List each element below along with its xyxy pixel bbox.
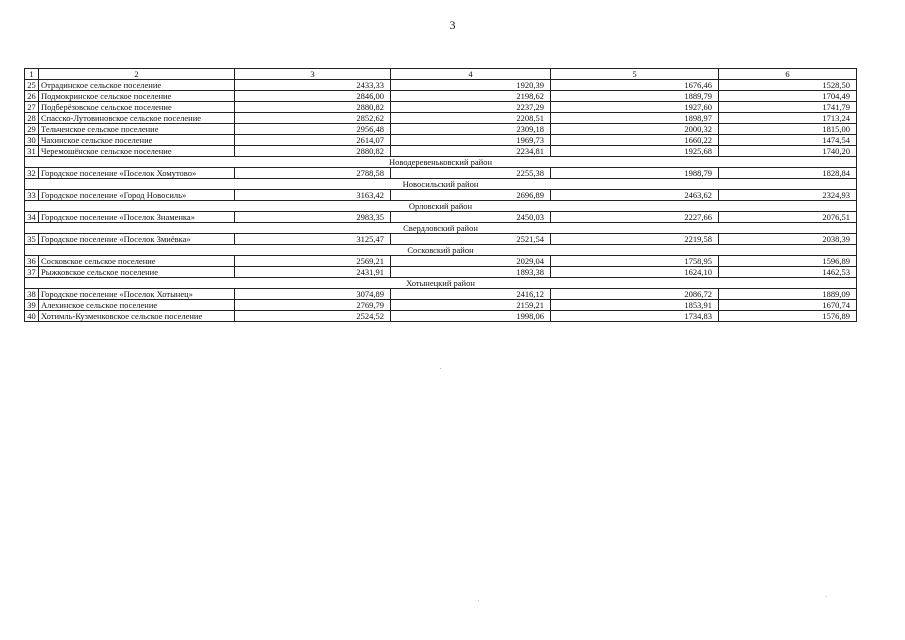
value-col-4: 2696,89 <box>391 190 551 201</box>
table-row <box>25 113 857 124</box>
table-header-row <box>25 69 857 80</box>
value-col-3: 3125,47 <box>235 234 391 245</box>
value-col-4: 2450,03 <box>391 212 551 223</box>
settlement-name: Рыжковское сельское поселение <box>39 267 235 278</box>
value-col-5: 2463,62 <box>551 190 719 201</box>
row-number: 31 <box>25 146 39 157</box>
settlement-name: Сосковское сельское поселение <box>39 256 235 267</box>
value-col-4: 1998,06 <box>391 311 551 322</box>
value-col-4: 2416,12 <box>391 289 551 300</box>
table-row <box>25 102 857 113</box>
district-row <box>25 223 857 234</box>
district-name: Сосковский район <box>25 245 857 256</box>
row-number: 35 <box>25 234 39 245</box>
value-col-3: 2846,00 <box>235 91 391 102</box>
value-col-5: 1853,91 <box>551 300 719 311</box>
value-col-4: 2208,51 <box>391 113 551 124</box>
value-col-4: 2309,18 <box>391 124 551 135</box>
value-col-6: 2038,39 <box>719 234 857 245</box>
district-name: Новодеревеньковский район <box>25 157 857 168</box>
value-col-6: 1528,50 <box>719 80 857 91</box>
value-col-6: 1740,20 <box>719 146 857 157</box>
settlement-name: Подберёзовское сельское поселение <box>39 102 235 113</box>
table-row <box>25 267 857 278</box>
value-col-4: 1893,38 <box>391 267 551 278</box>
value-col-3: 2880,82 <box>235 102 391 113</box>
row-number: 25 <box>25 80 39 91</box>
table-row <box>25 300 857 311</box>
value-col-3: 2788,58 <box>235 168 391 179</box>
row-number: 29 <box>25 124 39 135</box>
value-col-3: 2956,48 <box>235 124 391 135</box>
value-col-3: 3074,89 <box>235 289 391 300</box>
value-col-3: 2852,62 <box>235 113 391 124</box>
table-row <box>25 256 857 267</box>
value-col-3: 3163,42 <box>235 190 391 201</box>
district-name: Хотынецкий район <box>25 278 857 289</box>
value-col-5: 2227,66 <box>551 212 719 223</box>
value-col-3: 2769,79 <box>235 300 391 311</box>
scan-speck <box>478 600 479 601</box>
value-col-3: 2569,21 <box>235 256 391 267</box>
value-col-5: 1624,10 <box>551 267 719 278</box>
value-col-6: 1704,49 <box>719 91 857 102</box>
scan-speck <box>826 596 827 597</box>
table-row <box>25 212 857 223</box>
value-col-3: 2524,52 <box>235 311 391 322</box>
value-col-5: 1660,22 <box>551 135 719 146</box>
value-col-3: 2431,91 <box>235 267 391 278</box>
table-row <box>25 146 857 157</box>
value-col-4: 2521,54 <box>391 234 551 245</box>
value-col-3: 2433,33 <box>235 80 391 91</box>
header-cell: 1 <box>25 69 39 80</box>
settlement-name: Городское поселение «Поселок Знаменка» <box>39 212 235 223</box>
settlement-name: Тельченское сельское поселение <box>39 124 235 135</box>
value-col-6: 2076,51 <box>719 212 857 223</box>
value-col-6: 1713,24 <box>719 113 857 124</box>
table-row <box>25 190 857 201</box>
value-col-3: 2880,82 <box>235 146 391 157</box>
value-col-6: 1576,89 <box>719 311 857 322</box>
row-number: 37 <box>25 267 39 278</box>
district-row <box>25 157 857 168</box>
settlement-name: Алехинское сельское поселение <box>39 300 235 311</box>
row-number: 33 <box>25 190 39 201</box>
value-col-4: 1969,73 <box>391 135 551 146</box>
district-row <box>25 278 857 289</box>
table-row <box>25 234 857 245</box>
scan-speck <box>440 368 441 369</box>
page-number: 3 <box>449 18 456 32</box>
value-col-6: 1474,54 <box>719 135 857 146</box>
table-row <box>25 124 857 135</box>
value-col-4: 2159,21 <box>391 300 551 311</box>
value-col-6: 1815,00 <box>719 124 857 135</box>
value-col-4: 2234,81 <box>391 146 551 157</box>
value-col-6: 1670,74 <box>719 300 857 311</box>
table-row <box>25 91 857 102</box>
table-row <box>25 289 857 300</box>
value-col-4: 2029,04 <box>391 256 551 267</box>
value-col-5: 2000,32 <box>551 124 719 135</box>
value-col-5: 1758,95 <box>551 256 719 267</box>
value-col-6: 1462,53 <box>719 267 857 278</box>
value-col-5: 2086,72 <box>551 289 719 300</box>
header-cell: 6 <box>719 69 857 80</box>
settlement-name: Спасско-Лутовиновское сельское поселение <box>39 113 235 124</box>
value-col-6: 2324,93 <box>719 190 857 201</box>
table-row <box>25 311 857 322</box>
value-col-4: 2255,38 <box>391 168 551 179</box>
settlement-name: Чахинское сельское поселение <box>39 135 235 146</box>
header-cell: 5 <box>551 69 719 80</box>
value-col-5: 1898,97 <box>551 113 719 124</box>
district-name: Свердловский район <box>25 223 857 234</box>
table-row <box>25 168 857 179</box>
header-cell: 3 <box>235 69 391 80</box>
value-col-6: 1828,84 <box>719 168 857 179</box>
settlement-name: Городское поселение «Поселок Хотынец» <box>39 289 235 300</box>
value-col-4: 2198,62 <box>391 91 551 102</box>
value-col-3: 2614,07 <box>235 135 391 146</box>
row-number: 40 <box>25 311 39 322</box>
value-col-5: 1927,60 <box>551 102 719 113</box>
table-row <box>25 80 857 91</box>
value-col-6: 1596,89 <box>719 256 857 267</box>
row-number: 39 <box>25 300 39 311</box>
district-row <box>25 179 857 190</box>
row-number: 27 <box>25 102 39 113</box>
settlement-name: Городское поселение «Поселок Хомутово» <box>39 168 235 179</box>
settlement-name: Черемошёнское сельское поселение <box>39 146 235 157</box>
value-col-5: 1676,46 <box>551 80 719 91</box>
value-col-4: 2237,29 <box>391 102 551 113</box>
value-col-5: 1889,79 <box>551 91 719 102</box>
settlement-name: Городское поселение «Город Новосиль» <box>39 190 235 201</box>
district-row <box>25 201 857 212</box>
table-row <box>25 135 857 146</box>
header-cell: 4 <box>391 69 551 80</box>
row-number: 36 <box>25 256 39 267</box>
value-col-5: 1988,79 <box>551 168 719 179</box>
settlement-name: Хотимль-Кузменковское сельское поселение <box>39 311 235 322</box>
row-number: 34 <box>25 212 39 223</box>
row-number: 26 <box>25 91 39 102</box>
row-number: 38 <box>25 289 39 300</box>
value-col-6: 1889,09 <box>719 289 857 300</box>
tariff-table <box>24 68 857 322</box>
district-name: Новосильский район <box>25 179 857 190</box>
row-number: 32 <box>25 168 39 179</box>
row-number: 28 <box>25 113 39 124</box>
row-number: 30 <box>25 135 39 146</box>
value-col-5: 2219,58 <box>551 234 719 245</box>
value-col-6: 1741,79 <box>719 102 857 113</box>
settlement-name: Городское поселение «Поселок Змиёвка» <box>39 234 235 245</box>
header-cell: 2 <box>39 69 235 80</box>
value-col-4: 1920,39 <box>391 80 551 91</box>
value-col-5: 1925,68 <box>551 146 719 157</box>
value-col-3: 2983,35 <box>235 212 391 223</box>
settlement-name: Подмокринское сельское поселение <box>39 91 235 102</box>
district-name: Орловский район <box>25 201 857 212</box>
settlement-name: Отрадинское сельское поселение <box>39 80 235 91</box>
district-row <box>25 245 857 256</box>
value-col-5: 1734,83 <box>551 311 719 322</box>
